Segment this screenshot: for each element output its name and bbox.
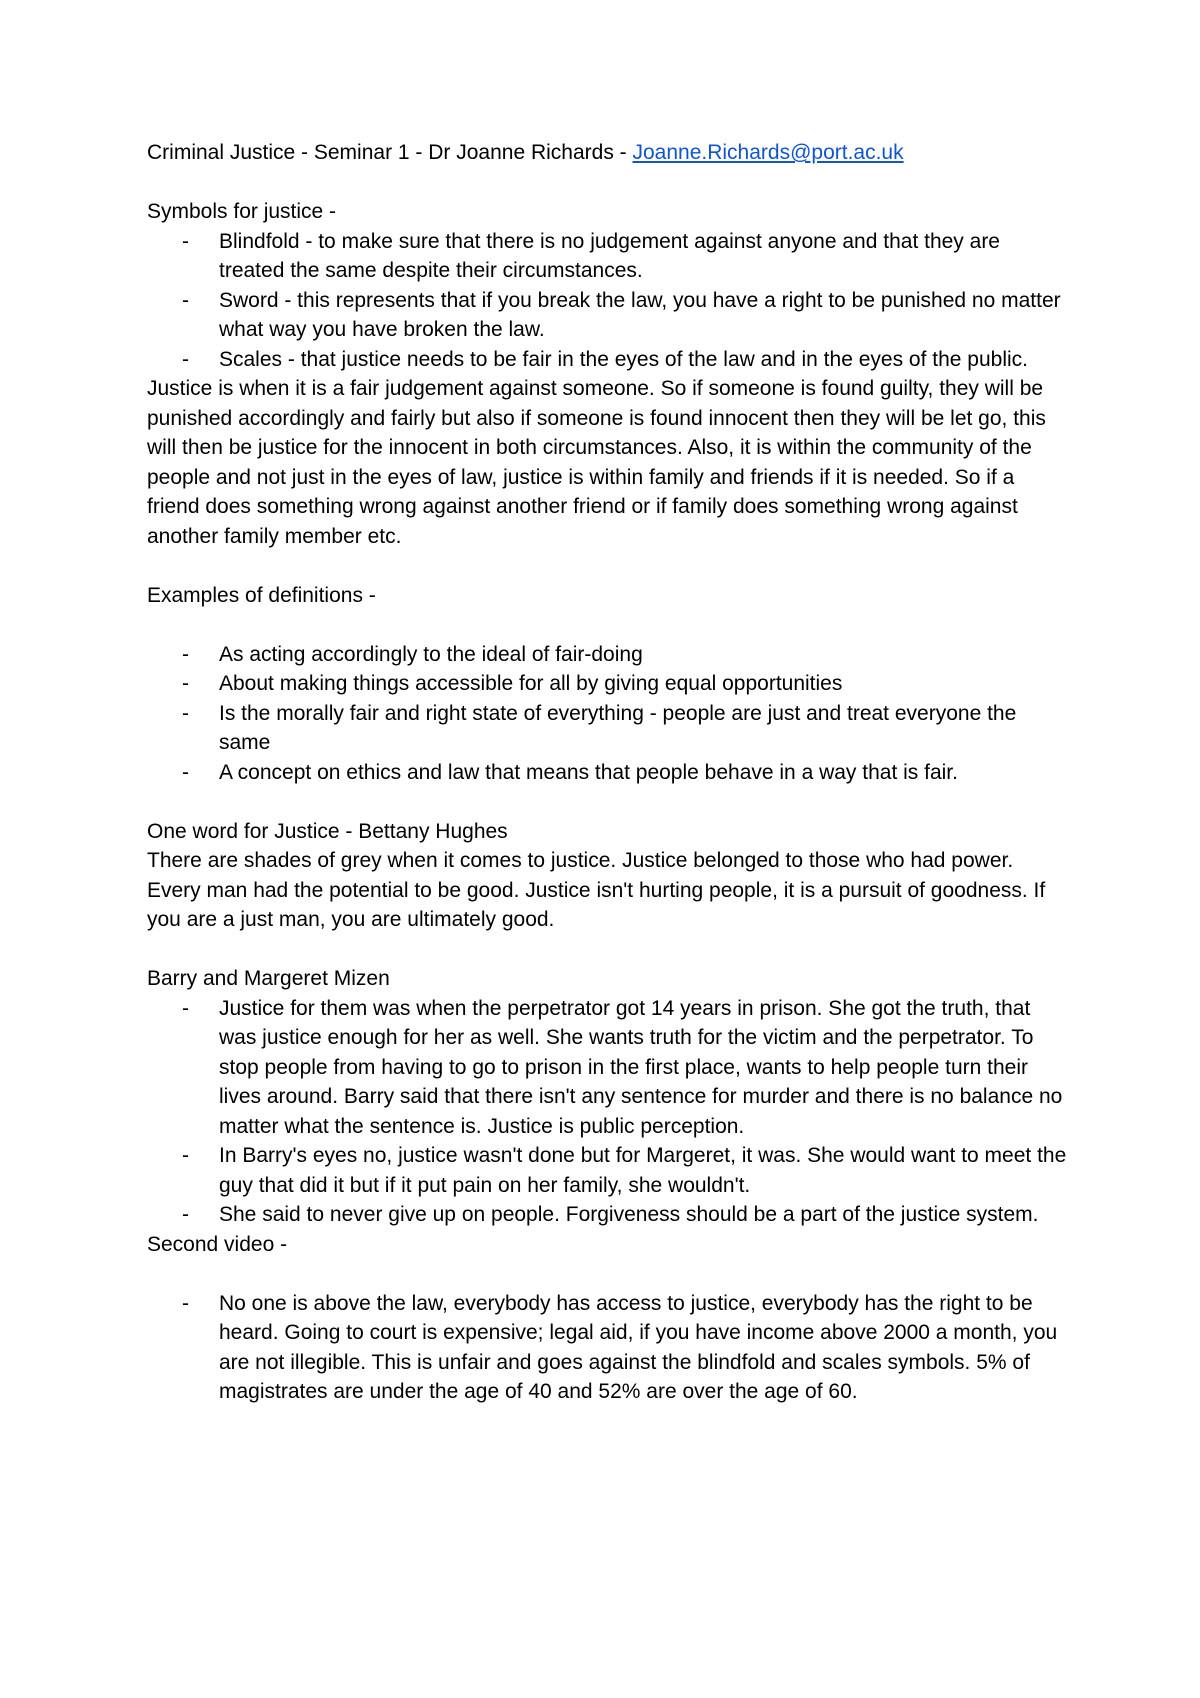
list-item-text: Blindfold - to make sure that there is no judgement against anyone and that they are treated the same despite their circumstances. [219,229,1000,282]
dash-bullet: - [182,642,189,666]
list-item-text: Sword - this represents that if you break the law, you have a right to be punished no matter what way you have broken the law. [219,288,1061,341]
definitions-heading: Examples of definitions - [147,583,376,607]
document-page [147,138,1067,1407]
second-video-heading: Second video - [147,1232,288,1256]
mizen-list [147,994,1067,1230]
blank-line [147,610,1067,640]
email-link[interactable]: Joanne.Richards@port.ac.uk [632,141,904,164]
list-item [147,286,1067,345]
symbols-list [147,227,1067,375]
blank-line [147,935,1067,965]
blank-line [147,551,1067,581]
list-item [147,758,1067,788]
dash-bullet: - [182,1291,189,1315]
list-item [147,640,1067,670]
dash-bullet: - [182,1203,189,1226]
list-item [147,227,1067,286]
dash-bullet: - [182,229,189,253]
list-item-text: No one is above the law, everybody has access to justice, everybody has the right to be heard. Going to court is expensive; legal aid, if you have income above 2000 a month, you are not illegible. This is unfair and goes against the blindfold and scales symbols. 5% of magistrates are under the age of 40 and 52% are over the age of 60. [219,1291,1058,1403]
list-item [147,994,1067,1142]
document-title [147,138,1067,168]
justice-paragraph: Justice is when it is a fair judgement against someone. So if someone is found guilty, they will be punished accordingly and fairly but also if someone is found innocent then they will be let go, this will then be justice for the innocent in both circumstances. Also, it is within the community of the people and not just in the eyes of law, justice is within family and friends if it is needed. So if a friend does something wrong against another friend or if family does something wrong against another family member etc. [147,377,1046,548]
list-item [147,345,1067,375]
list-item [147,1141,1067,1200]
list-item [147,1200,1067,1230]
mizen-heading: Barry and Margeret Mizen [147,967,390,990]
title-text: Criminal Justice - Seminar 1 - Dr Joanne Richards - [147,141,633,164]
second-video-list [147,1289,1067,1407]
dash-bullet: - [182,347,189,371]
dash-bullet: - [182,672,189,695]
list-item-text: A concept on ethics and law that means that people behave in a way that is fair. [219,760,958,784]
dash-bullet: - [182,1144,189,1167]
symbols-heading: Symbols for justice - [147,200,337,223]
list-item-text: As acting accordingly to the ideal of fair-doing [219,642,643,666]
one-word-heading: One word for Justice - Bettany Hughes [147,819,508,843]
dash-bullet: - [182,701,189,725]
list-item [147,699,1067,758]
blank-line [147,787,1067,817]
list-item-text: Justice for them was when the perpetrator got 14 years in prison. She got the truth, that was justice enough for her as well. She wants truth for the victim and the perpetrator. To stop people from having to go to prison in the first place, wants to help people turn their lives around. Barry said that there isn't any sentence for murder and there is no balance no matter what the sentence is. Justice is public perception. [219,996,1063,1138]
dash-bullet: - [182,996,189,1020]
list-item-text: In Barry's eyes no, justice wasn't done but for Margeret, it was. She would want to meet the guy that did it but if it put pain on her family, she wouldn't. [219,1144,1067,1197]
list-item [147,1289,1067,1407]
list-item-text: Is the morally fair and right state of everything - people are just and treat everyone the same [219,701,1017,754]
list-item-text: About making things accessible for all by giving equal opportunities [219,672,843,695]
blank-line [147,1259,1067,1289]
dash-bullet: - [182,760,189,784]
definitions-list [147,640,1067,788]
one-word-paragraph: There are shades of grey when it comes to justice. Justice belonged to those who had power. Every man had the potential to be good. Justice isn't hurting people, it is a pursuit of goodness. If you are a just man, you are ultimately good. [147,849,1046,931]
dash-bullet: - [182,288,189,312]
blank-line [147,168,1067,198]
list-item-text: Scales - that justice needs to be fair in the eyes of the law and in the eyes of the public. [219,347,1028,371]
list-item [147,669,1067,699]
list-item-text: She said to never give up on people. Forgiveness should be a part of the justice system. [219,1203,1039,1226]
